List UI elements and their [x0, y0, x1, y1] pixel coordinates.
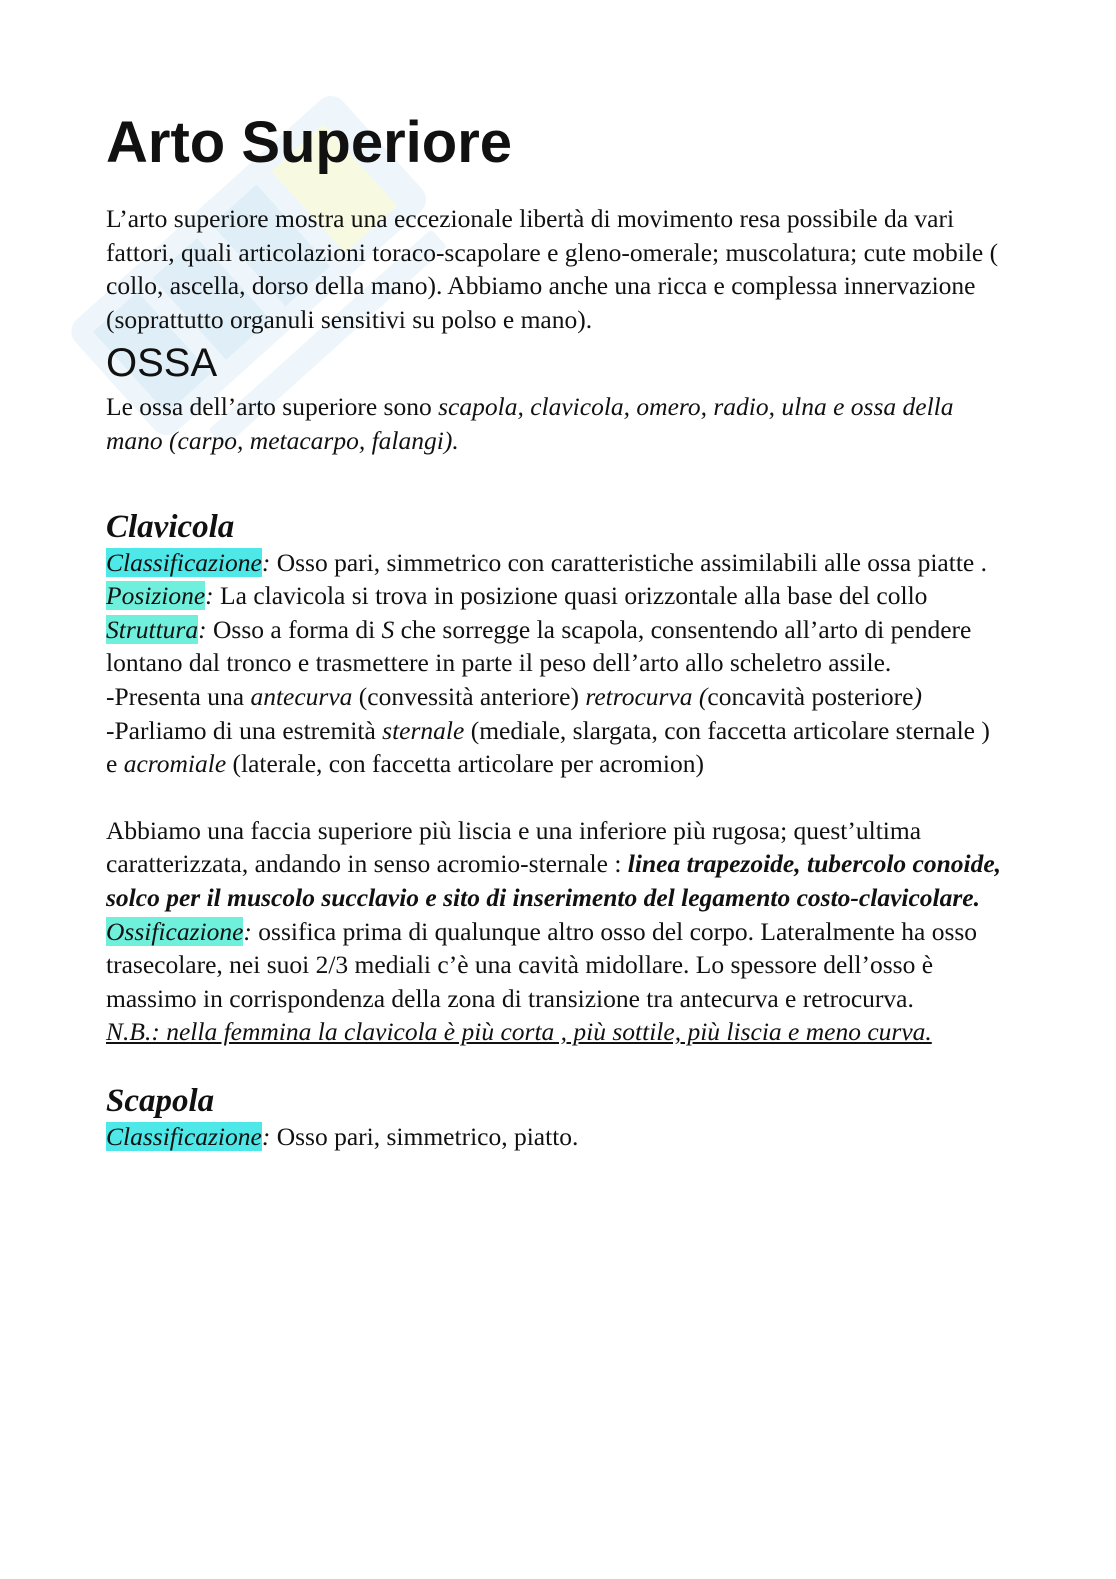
classificazione-text: Osso pari, simmetrico con caratteristiche assimilabili alle ossa piatte . — [270, 547, 987, 577]
estremita-sternale: sternale — [382, 715, 465, 745]
curva-antecurva: antecurva — [250, 681, 353, 711]
label-classificazione: Classificazione — [106, 547, 262, 577]
struttura-s: S — [381, 614, 395, 644]
colon: : — [261, 1121, 271, 1151]
section-heading-ossa: OSSA — [106, 341, 218, 386]
subheading-scapola: Scapola — [106, 1082, 215, 1119]
document-page — [106, 108, 1006, 1153]
clavicola-facce — [106, 814, 1006, 915]
page-title: Arto Superiore — [106, 110, 513, 175]
colon: : — [198, 614, 207, 644]
posizione-text: La clavicola si trova in posizione quasi orizzontale alla base del collo — [213, 581, 928, 611]
ossa-paragraph — [106, 390, 1006, 457]
estremita-a: -Parliamo di una estremità — [106, 715, 383, 745]
clavicola-struttura — [106, 613, 1006, 680]
label-ossificazione: Ossificazione — [106, 916, 244, 946]
curva-c: concavità posteriore — [707, 681, 914, 711]
label-posizione: Posizione — [106, 581, 206, 611]
struttura-text-b: che sorregge la scapola, consentendo all’arto di pendere lontano dal tronco e trasmettere in parte il peso dell’arto allo scheletro assile. — [106, 614, 972, 678]
struttura-text-a: Osso a forma di — [206, 614, 382, 644]
clavicola-curve — [106, 680, 1006, 714]
curva-retrocurva: retrocurva ( — [585, 681, 708, 711]
ossa-text: Le ossa dell’arto superiore sono — [106, 392, 439, 422]
estremita-b: (mediale, slargata, con faccetta articolare sternale ) e — [106, 715, 990, 779]
classificazione-text: Osso pari, simmetrico, piatto. — [270, 1121, 579, 1151]
estremita-c: (laterale, con faccetta articolare per acromion) — [226, 749, 704, 779]
facce-bold: linea trapezoide, tubercolo conoide, solco per il muscolo succlavio e sito di inserimento del legamento costo-clavicolare. — [106, 849, 1002, 912]
intro-paragraph: L’arto superiore mostra una eccezionale libertà di movimento resa possibile da vari fattori, quali articolazioni toraco-scapolare e gleno-omerale; muscolatura; cute mobile ( collo, ascella, dorso della mano). Abbiamo anche una ricca e complessa innervazione (soprattutto organuli sensitivi su polso e mano). — [106, 204, 999, 334]
clavicola-ossificazione — [106, 915, 1006, 1016]
label-classificazione: Classificazione — [106, 1121, 262, 1151]
scapola-classificazione — [106, 1120, 1006, 1154]
ossificazione-text: ossifica prima di qualunque altro osso del corpo. Lateralmente ha osso trasecolare, nei suoi 2/3 mediali c’è una cavità midollare. Lo spessore dell’osso è massimo in corrispondenza della zona di transizione tra antecurva e retrocurva. — [106, 916, 978, 1013]
facce-text: Abbiamo una faccia superiore più liscia e una inferiore più rugosa; quest’ultima caratterizzata, andando in senso acromio-sternale : — [106, 815, 922, 879]
clavicola-estremita — [106, 714, 1006, 781]
colon: : — [243, 916, 252, 946]
subheading-clavicola: Clavicola — [106, 508, 235, 545]
ossa-list: scapola, clavicola, omero, radio, ulna e ossa della mano (carpo, metacarpo, falangi). — [106, 392, 954, 455]
estremita-acromiale: acromiale — [123, 749, 227, 779]
curva-a: -Presenta una — [106, 681, 251, 711]
clavicola-nb: N.B.: nella femmina la clavicola è più corta , più sottile, più liscia e meno curva. — [106, 1017, 932, 1047]
label-struttura: Struttura — [106, 614, 199, 644]
clavicola-posizione — [106, 579, 1006, 613]
colon: : — [205, 581, 214, 611]
curva-b: (convessità anteriore) — [352, 681, 586, 711]
clavicola-classificazione — [106, 546, 1006, 580]
curva-d: ) — [913, 681, 922, 711]
colon: : — [261, 547, 271, 577]
